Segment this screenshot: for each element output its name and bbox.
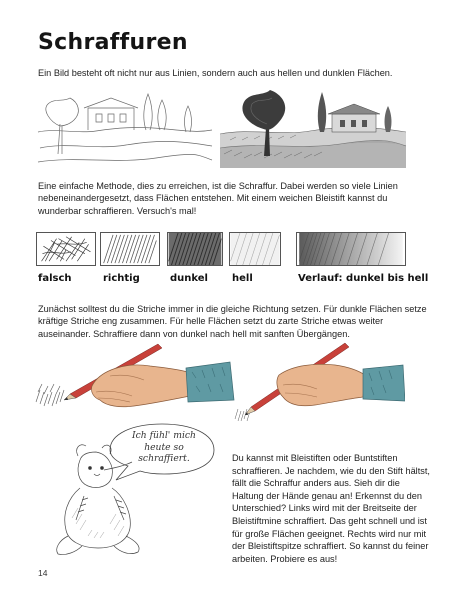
line-landscape-sketch xyxy=(36,88,214,166)
bear-sketch-illustration xyxy=(40,440,160,558)
swatch-correct-hatching xyxy=(100,232,160,266)
label-gradient: Verlauf: dunkel bis hell xyxy=(298,273,429,284)
swatch-gradient-hatching xyxy=(296,232,406,266)
intro-paragraph: Ein Bild besteht oft nicht nur aus Linien, sondern auch aus hellen und dunklen Flächen. xyxy=(38,68,393,78)
method-paragraph: Eine einfache Methode, dies zu erreichen, ist die Schraffur. Dabei werden so viele Linien nebeneinandergesetzt, dass Flächen entstehen. Mit einem weichen Bleistift kannst du wunderbar schraffieren. Versuch's mal! xyxy=(38,181,398,216)
label-light: hell xyxy=(232,273,253,284)
shaded-landscape-sketch xyxy=(220,84,406,168)
direction-paragraph: Zunächst solltest du die Striche immer in die gleiche Richtung setzen. Für dunkle Flächen setze kräftige Striche eng zusammen. Für helle Flächen setzt du zarte Striche etwas weiter auseinander. Schraffiere dann von dunkel nach hell mit sanften Übergängen. xyxy=(38,304,427,339)
label-wrong: falsch xyxy=(38,273,72,284)
swatch-light-hatching xyxy=(229,232,281,266)
page-number: 14 xyxy=(38,568,48,578)
swatch-wrong-hatching xyxy=(36,232,96,266)
swatch-dark-hatching xyxy=(167,232,223,266)
hand-tip-hatching-illustration xyxy=(225,335,405,435)
speech-bubble-text: Ich fühl' mich heute so schraffiert. xyxy=(132,430,196,464)
page-title: Schraffuren xyxy=(38,30,188,55)
label-dark: dunkel xyxy=(170,273,208,284)
hand-side-hatching-illustration xyxy=(30,340,235,420)
pencils-paragraph: Du kannst mit Bleistiften oder Buntstiften schraffieren. Je nachdem, wie du den Stift hältst, fällt die Schraffur anders aus. Sieh dir die Haltung der Hände genau an! Erkennst du den Unterschied? Links wird mit der Breitseite der Bleistiftmine schraffiert. Das geht schnell und ist für große Flächen geeignet. Rechts wird nur mit der Bleistiftspitze schraffiert. So kannst du feiner arbeiten. Probiere es aus! xyxy=(232,453,430,564)
label-correct: richtig xyxy=(103,273,140,284)
